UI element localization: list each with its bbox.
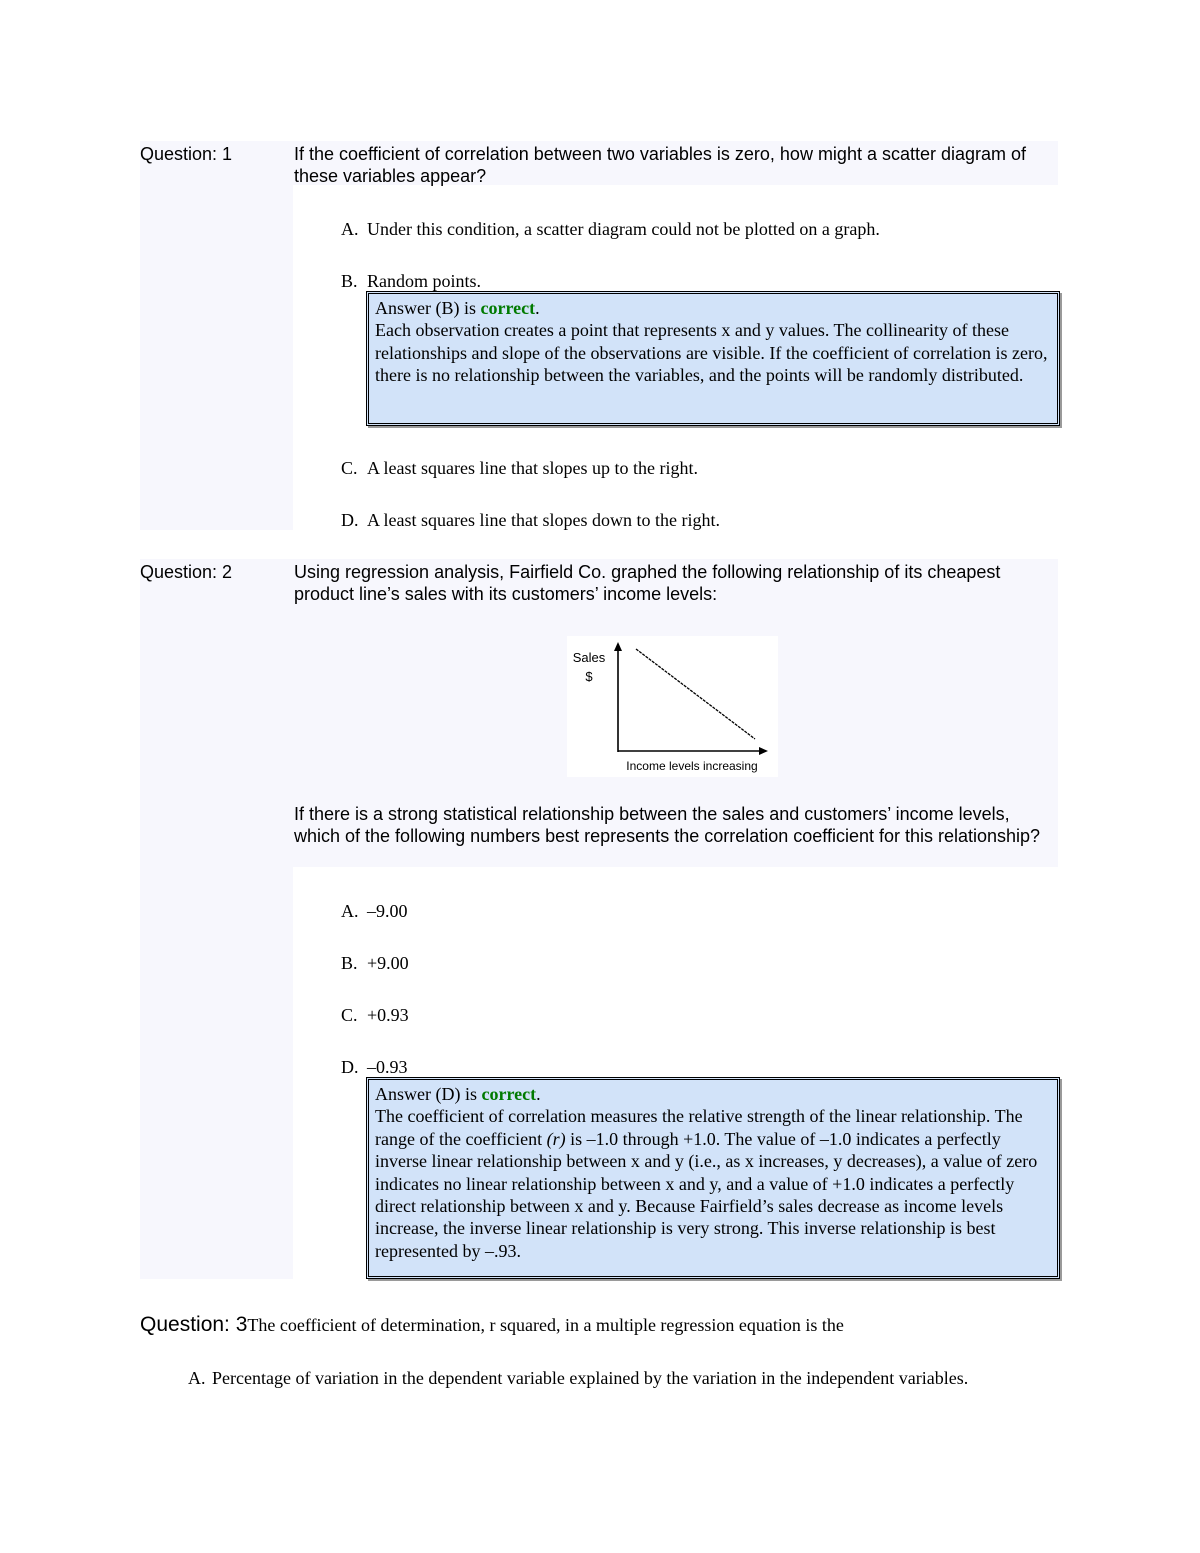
q2-option-a-letter: A. xyxy=(341,901,359,921)
q2-answer-explanation-post: is –1.0 through +1.0. The value of –1.0 indicates a perfectly inverse linear relationship between x and y (i.e., as x increases, y decreases), a value of zero indicates no linear relationship between x and y, and a value of +1.0 indicates a perfectly direct relationship between x and y. Because Fairfield’s sales decrease as income levels increase, the inverse linear relationship is very strong. This inverse relationship is best represented by –.93. xyxy=(375,1128,1038,1261)
q1-answer-suffix: . xyxy=(535,298,540,318)
q2-text-question: If there is a strong statistical relationship between the sales and customers’ income levels, which of the following numbers best represents the correlation coefficient for this relationship? xyxy=(294,804,1041,846)
q3-option-a[interactable] xyxy=(188,1367,968,1389)
q1-label-cell xyxy=(140,141,293,530)
q2-label: Question: 2 xyxy=(140,562,233,582)
q2-answer-box xyxy=(366,1077,1060,1279)
q3-text: The coefficient of determination, r squared, in a multiple regression equation is the xyxy=(247,1315,844,1335)
q2-option-d-letter: D. xyxy=(341,1057,359,1077)
q2-answer-explanation xyxy=(375,1105,1051,1262)
q1-option-a-text: Under this condition, a scatter diagram could not be plotted on a graph. xyxy=(367,219,880,239)
q1-label: Question: 1 xyxy=(140,144,233,164)
sales-income-graph xyxy=(567,636,778,777)
q2-option-c[interactable] xyxy=(341,1004,409,1026)
q1-answer-heading xyxy=(375,297,1051,319)
q1-option-a[interactable] xyxy=(341,218,880,240)
q2-answer-suffix: . xyxy=(536,1084,541,1104)
q1-answer-prefix: Answer (B) is xyxy=(375,298,481,318)
q2-text-intro: Using regression analysis, Fairfield Co. graphed the following relationship of its cheapest product line’s sales with its customers’ income levels: xyxy=(294,562,1001,604)
q1-answer-explanation: Each observation creates a point that represents x and y values. The collinearity of these relationships and slope of the observations are visible. If the coefficient of correlation is zero, there is no relationship between the variables, and the points will be randomly distributed. xyxy=(375,320,1048,386)
q2-answer-explanation-pre: The coefficient of correlation measures the relative strength of the linear relationship. The range of the coefficient xyxy=(375,1106,1023,1149)
x-axis-label: Income levels increasing xyxy=(626,759,758,773)
q2-option-b[interactable] xyxy=(341,952,409,974)
q1-option-b[interactable] xyxy=(341,270,481,292)
q1-option-c-text: A least squares line that slopes up to the right. xyxy=(367,458,698,478)
q1-option-d-text: A least squares line that slopes down to the right. xyxy=(367,510,720,530)
q2-option-d[interactable] xyxy=(341,1056,408,1078)
q2-option-b-text: +9.00 xyxy=(367,953,409,973)
y-axis-arrow xyxy=(614,642,622,651)
q2-option-d-text: –0.93 xyxy=(367,1057,408,1077)
q1-option-b-letter: B. xyxy=(341,271,358,291)
q2-option-b-letter: B. xyxy=(341,953,358,973)
x-axis-arrow xyxy=(759,747,768,755)
regression-line xyxy=(636,649,755,739)
q3-heading xyxy=(140,1312,844,1338)
q2-answer-explanation-r: (r) xyxy=(546,1128,566,1149)
graph-svg xyxy=(567,636,778,777)
q3-option-a-text: Percentage of variation in the dependent variable explained by the variation in the independent variables. xyxy=(212,1368,969,1388)
q1-option-b-text: Random points. xyxy=(367,271,482,291)
q2-answer-status: correct xyxy=(481,1084,537,1104)
q1-option-c[interactable] xyxy=(341,457,698,479)
q3-option-a-letter: A. xyxy=(188,1368,206,1388)
y-axis-label-sales: Sales xyxy=(572,650,606,665)
q2-option-a-text: –9.00 xyxy=(367,901,408,921)
y-axis-label-dollar: $ xyxy=(585,669,593,684)
q1-answer-status: correct xyxy=(480,298,536,318)
q2-answer-heading xyxy=(375,1083,1051,1105)
q1-option-c-letter: C. xyxy=(341,458,358,478)
q2-answer-prefix: Answer (D) is xyxy=(375,1084,482,1104)
q3-label: Question: 3 xyxy=(140,1313,248,1336)
q1-option-a-letter: A. xyxy=(341,219,359,239)
q1-answer-box xyxy=(366,291,1060,426)
q1-option-d-letter: D. xyxy=(341,510,359,530)
q2-option-c-letter: C. xyxy=(341,1005,358,1025)
q2-option-a[interactable] xyxy=(341,900,408,922)
q2-label-cell xyxy=(140,559,293,1279)
q1-option-d[interactable] xyxy=(341,509,720,531)
q2-option-c-text: +0.93 xyxy=(367,1005,409,1025)
q1-text: If the coefficient of correlation between two variables is zero, how might a scatter diagram of these variables appear? xyxy=(294,144,1027,186)
